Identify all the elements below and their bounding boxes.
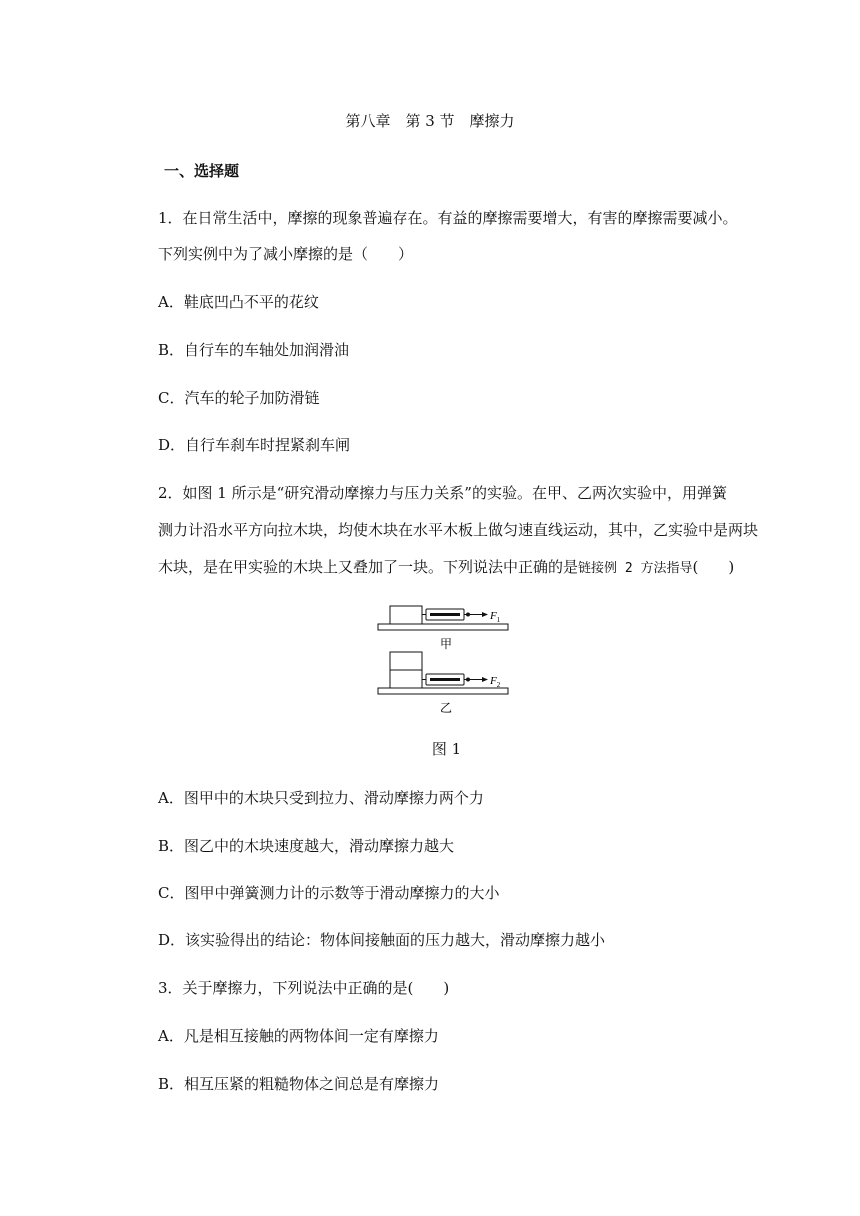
question-1-option-d: D．自行车刹车时捏紧刹车闸 [158,436,351,454]
page-title: 第八章 第 3 节 摩擦力 [345,112,515,130]
experiment-yi [378,652,508,715]
answer-paren: ( ) [692,558,735,576]
question-2-line-3-text: 木块，是在甲实验的木块上又叠加了一块。下列说法中正确的是 [158,558,579,576]
question-1-line-1: 1．在日常生活中，摩擦的现象普遍存在。有益的摩擦需要增大，有害的摩擦需要减小。 [158,209,738,227]
force-label-f2: $F_2$ [490,675,501,689]
question-1-line-2: 下列实例中为了减小摩擦的是（ ） [158,245,414,263]
question-1-option-b: B．自行车的车轴处加润滑油 [158,341,350,359]
question-2-option-a: A．图甲中的木块只受到拉力、滑动摩擦力两个力 [158,789,484,807]
label-yi: 乙 [440,701,453,715]
wood-block-yi-bottom [390,670,422,688]
question-2-line-1: 2．如图 1 所示是“研究滑动摩擦力与压力关系”的实验。在甲、乙两次实验中，用弹簧 [158,484,727,502]
question-1-option-a: A．鞋底凹凸不平的花纹 [158,293,319,311]
wood-block-jia [390,606,422,624]
question-2-option-b: B．图乙中的木块速度越大，滑动摩擦力越大 [158,837,455,855]
figure-1-caption: 图 1 [431,740,462,758]
question-2-option-d: D．该实验得出的结论：物体间接触面的压力越大，滑动摩擦力越小 [158,931,606,949]
question-3-option-a: A．凡是相互接触的两物体间一定有摩擦力 [158,1027,439,1045]
question-3-option-b: B．相互压紧的粗糙物体之间总是有摩擦力 [158,1075,440,1093]
question-2-line-2: 测力计沿水平方向拉木块，均使木块在水平木板上做匀速直线运动，其中，乙实验中是两块 [158,521,759,539]
label-jia: 甲 [440,637,453,651]
force-label-f1: $F_1$ [490,610,501,624]
method-guide-link[interactable]: 链接例 2 方法指导 [578,561,693,576]
board-yi [378,688,508,694]
experiment-jia [378,606,508,651]
wood-block-yi-top [390,652,422,670]
section-heading: 一、选择题 [164,162,240,180]
question-3-line-1: 3．关于摩擦力，下列说法中正确的是( ) [158,979,450,997]
question-2-line-3 [158,556,734,577]
board-jia [378,624,508,630]
question-2-option-c: C．图甲中弹簧测力计的示数等于滑动摩擦力的大小 [158,884,500,902]
figure-1-diagram [376,600,516,718]
question-1-option-c: C．汽车的轮子加防滑链 [158,389,320,407]
